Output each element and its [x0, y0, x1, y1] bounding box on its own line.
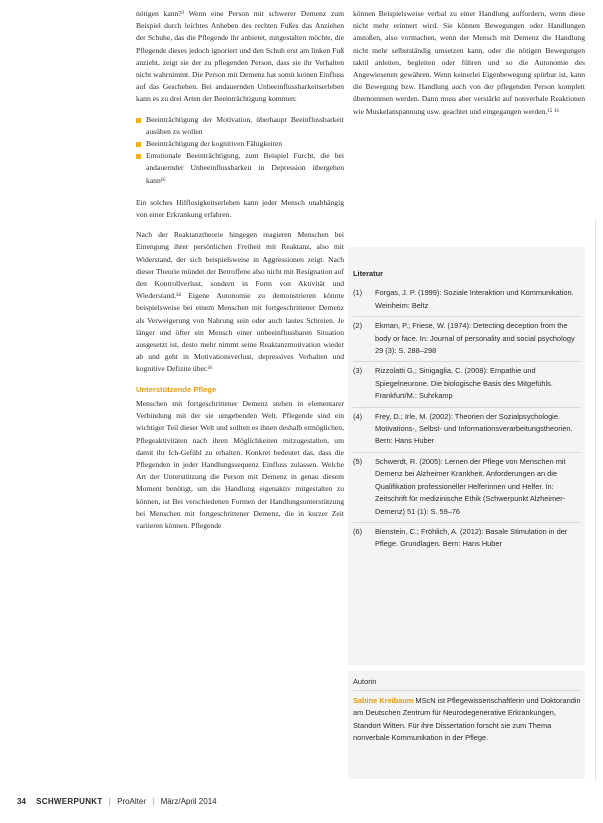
reference-item: (1) Forgas, J. P. (1999): Soziale Interaktion und Kommunikation. Weinheim: Beltz	[353, 284, 581, 317]
literature-list	[353, 268, 581, 555]
left-column	[136, 8, 344, 540]
left-paragraph-1: nötigen kann?³ Wenn eine Person mit schwerer Demenz zum Beispiel durch leichtes Anheben des rechten Fußes das Anziehen der Schuhe, das die Pflegende ihr anbietet, mitgestalten möchte, die Pflegende dieses jedoch ignoriert und den Schuh erst am linken Fuß anzieht, zeigt sie der zu pflegenden Person, dass sie ihr Verhalten nicht wahrnimmt. Die Person mit Demenz hat somit keinen Einfluss auf das Geschehen. Bei andauernden Unbeeinflussbarkeitserleben kann es zu drei Arten der Beeinträchtigung kommen:	[136, 9, 344, 104]
author-label: Autorin	[353, 676, 581, 691]
journal-name: ProAlter	[117, 797, 147, 806]
reference-item: (4) Frey, D.; Irle, M. (2002): Theorien der Sozialpsychologie. Motivations-, Selbst- und Informationsverarbeitungstheorien. Bern: Hans Huber	[353, 408, 581, 453]
reference-item: (2) Ekman, P.; Friese, W. (1974): Detecting deception from the body or face. In: Journal of personality and social psychology 29 (3): S. 288–298	[353, 317, 581, 362]
bullet-item: Beeinträchtigung der Motivation, überhaupt Beeinflussbarkeit ausüben zu wollen	[136, 114, 344, 138]
issue-date: März/April 2014	[160, 797, 217, 806]
bullet-square-icon	[136, 118, 141, 123]
literature-title: Literatur	[353, 269, 383, 278]
page-edge-rule	[595, 220, 596, 780]
section-subheading: Unterstützende Pflege	[136, 384, 217, 394]
right-paragraph-1: können Beispielsweise verbal zu einer Handlung auffordern, wenn diese nicht mehr erinnert wird. Sie können Bewegungen oder Handlungen anstoßen, also vormachen, wenn der Mensch mit Demenz die Handlung nicht mehr selbstständig umsetzen kann, oder die nötigen Bewegungen taktil anleiten, begleiten oder führen und so die Autonomie des Angewiesenen gewähren. Wenn keinerlei Eigenbewegung spürbar ist, kann die Bewegung bzw. Handlung auch von der pflegenden Person komplett übernommen werden. Dann muss aber verstärkt auf nonverbale Reaktionen wie Muskelanspannung usw. geachtet und eingegangen werden.¹⁵ ¹⁶	[353, 9, 585, 116]
bullet-item: Emotionale Beeinträchtigung, zum Beispiel Furcht, die bei andauernder Unbeeinflussbarkeit in Depression übergehen kann¹⁶	[136, 150, 344, 187]
author-info	[353, 676, 581, 744]
section-name: SCHWERPUNKT	[36, 797, 103, 806]
author-bio-block	[353, 695, 581, 744]
reference-item: (6) Bienstein, C.; Fröhlich, A. (2012): Basale Stimulation in der Pflege. Grundlagen. Bern: Hans Huber	[353, 526, 568, 549]
reference-item: (5) Schwerdt, R. (2005): Lernen der Pflege von Menschen mit Demenz bei Alzheimer Krankheit. Anforderungen an die Qualifikation professioneller Helferinnen und Helfer. In: Zeitschrift für medizinische Ethik (Schwerpunkt Alzheimer-Demenz) 51 (1): S. 59–76	[353, 453, 581, 523]
left-paragraph-3: Nach der Reaktanztheorie hingegen reagieren Menschen bei Einengung ihrer persönlichen Freiheit mit Reaktanz, also mit Widerstand, der sich beispielsweise in Aggressionen zeigt. Nach dieser Theorie mündet der Betroffene also nicht mit Resignation auf den Kontrollverlust, sondern in Form von Aktivität und Wiederstand.¹⁴ Eigene Autonomie zu demonstrieren könnte beispielsweise bei einem Menschen mit fortgeschrittener Demenz als Verweigerung von Nahrung sein oder auch lautes Schreien. Je länger und öfter ein Mensch einer unbeeinflussbaren Situation ausgesetzt ist, desto mehr nimmt seine Reaktanzmotivation wieder ab und geht in Motivationsverlust, depressives Verhalten und kognitive Defizite über.¹⁶	[136, 230, 344, 374]
footer-separator: |	[108, 797, 111, 806]
page-number: 34	[17, 797, 26, 806]
page-footer	[17, 797, 217, 806]
bullet-square-icon	[136, 154, 141, 159]
footer-separator: |	[152, 797, 155, 806]
author-name: Sabine Kreibaum	[353, 696, 414, 706]
bullet-square-icon	[136, 142, 141, 147]
author-bio: MScN ist Pflegewissenschaftlerin und Doktorandin am Deutschen Zentrum für Neurodegenerative Erkrankungen, Standort Witten. Für ihre Dissertation forscht sie zum Thema nonverbale Kommunikation in der Pflege.	[353, 696, 581, 742]
reference-item: (3) Rizzolatti G.; Sinigaglia, C. (2008): Empathie und Spiegelneurone. Die biologische Basis des Mitgefühls. Frankfurt/M.: Suhrkamp	[353, 362, 581, 407]
left-paragraph-2: Ein solches Hilflosigkeitserleben kann jeder Mensch unabhängig von einer Erkrankung erfahren.	[136, 197, 344, 220]
right-column	[353, 8, 585, 126]
bullet-list	[136, 114, 344, 187]
bullet-item: Beeinträchtigung der kognitiven Fähigkeiten	[136, 138, 344, 150]
left-paragraph-4: Menschen mit fortgeschrittener Demenz stehen in elementarer Verbindung mit der sie umgebenden Welt. Pflegende sind ein wichtiger Teil dieser Welt und sollten es ihnen deshalb ermöglichen, Pflegeaktivitäten nach ihren Möglichkeiten mitzugestalten, um damit ihr Ich-Gefühl zu erhalten. Konkret bedeutet das, dass die Pflegenden in jeder Handlungssequenz Einfluss zulassen. Welche Art der Unterstützung die Person mit Demenz in genau diesem Moment benötigt, um die Handlung eigenaktiv mitgestalten zu können, ist Bei verschiedenen Formen der Handlungsunterstützung bei Menschen mit fortgeschrittener Demenz, die in kurzer Zeit variieren können. Pflegende	[136, 398, 344, 530]
